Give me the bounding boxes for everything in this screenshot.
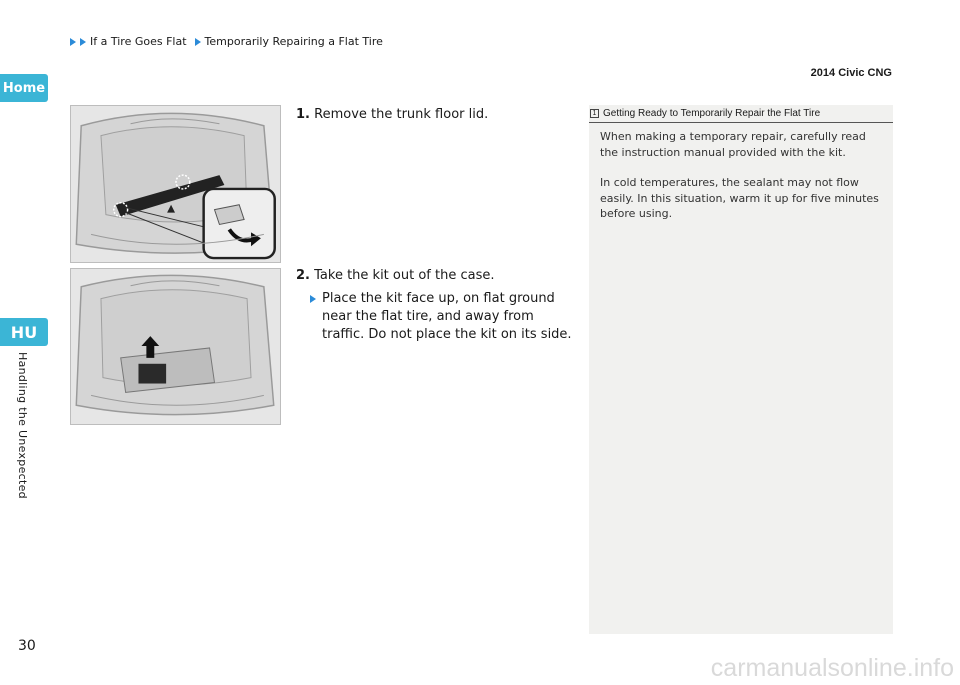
breadcrumb-arrow-icon <box>80 38 86 46</box>
substep-note <box>310 290 580 344</box>
note-paragraph: In cold temperatures, the sealant may not flow easily. In this situation, warm it up for five minutes before using. <box>600 176 879 220</box>
page-number: 30 <box>18 638 36 654</box>
substep-arrow-icon <box>310 295 316 303</box>
section-label: Handling the Unexpected <box>16 352 29 499</box>
step-number: 2. <box>296 268 310 283</box>
region-tab: HU <box>0 318 48 346</box>
breadcrumb-current: Temporarily Repairing a Flat Tire <box>204 35 383 48</box>
step-2 <box>296 267 494 285</box>
kit-case-illustration <box>70 268 281 425</box>
step-number: 1. <box>296 107 310 122</box>
home-button[interactable]: Home <box>0 74 48 102</box>
note-paragraph: When making a temporary repair, carefully read the instruction manual provided with the kit. <box>600 130 866 159</box>
note-header <box>589 105 893 123</box>
breadcrumb <box>70 35 383 48</box>
trunk-floor-lid-illustration <box>70 105 281 263</box>
note-title: Getting Ready to Temporarily Repair the Flat Tire <box>603 108 821 119</box>
step-text: Take the kit out of the case. <box>314 268 495 283</box>
breadcrumb-arrow-icon <box>70 38 76 46</box>
note-link-icon[interactable]: 1 <box>590 109 599 118</box>
side-note-panel <box>589 105 893 634</box>
step-1 <box>296 106 488 124</box>
substep-text: Place the kit face up, on flat ground near the flat tire, and away from traffic. Do not place the kit on its side. <box>322 291 572 342</box>
model-label: 2014 Civic CNG <box>810 67 892 79</box>
watermark: carmanualsonline.info <box>710 654 954 682</box>
note-body <box>589 123 893 222</box>
breadcrumb-link-flat-tire[interactable]: If a Tire Goes Flat <box>90 35 187 48</box>
step-text: Remove the trunk floor lid. <box>314 107 489 122</box>
breadcrumb-arrow-icon <box>195 38 201 46</box>
